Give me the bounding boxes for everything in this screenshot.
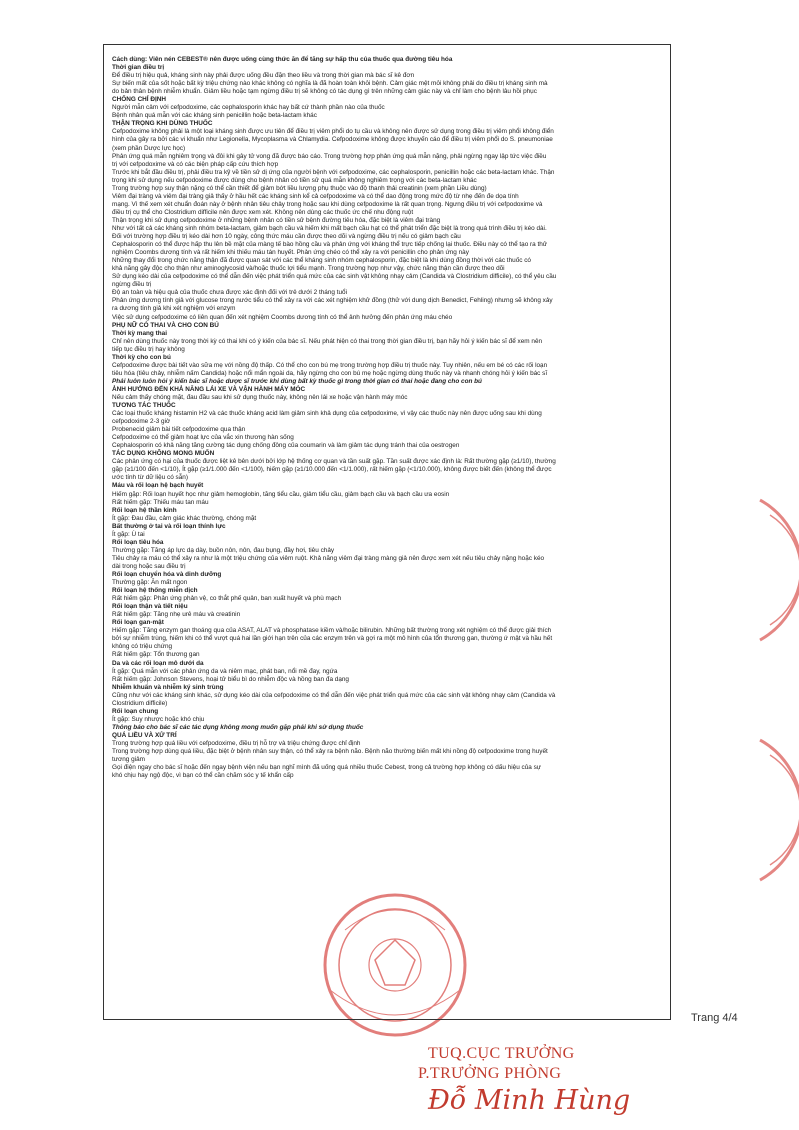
text-line: Hiếm gặp: Rối loạn huyết học như giảm hemoglobin, tăng tiểu cầu, giảm tiểu cầu, giảm bạch cầu và bạch cầu ưa eosin bbox=[112, 490, 450, 498]
text-line: nghiệm Coombs dương tính và rất hiếm khi thiếu máu tán huyết. Phản ứng chéo có thể xảy ra với penicillin cho phản ứng này bbox=[112, 249, 469, 257]
text-line: Rất hiếm gặp: Thiếu máu tan máu bbox=[112, 498, 209, 506]
text-line: Nếu cảm thấy chóng mặt, đau đầu sau khi sử dụng thuốc này, không nên lái xe hoặc vận hành máy móc bbox=[112, 393, 408, 401]
text-line: Chỉ nên dùng thuốc này trong thời kỳ có thai khi có ý kiến của bác sĩ. Nếu phát hiện có thai trong thời gian điều trị, bạn hãy hỏi ý kiến bác sĩ để xem nên bbox=[112, 337, 543, 345]
text-line: khả năng gây độc cho thận như aminoglycosid và/hoặc thuốc lợi tiểu mạnh. Trong trường hợp như vậy, chức năng thận cần được theo dõi bbox=[112, 265, 505, 273]
text-line: Rất hiếm gặp: Phản ứng phản vệ, co thắt phế quản, ban xuất huyết và phù mạch bbox=[112, 595, 342, 603]
text-line: Hiếm gặp: Tăng enzym gan thoáng qua của ASAT, ALAT và phosphatase kiềm và/hoặc bilirubin. Những bất thường trong xét nghiệm có thể được giải thích bbox=[112, 627, 552, 635]
signature-title-line2: P.TRƯỞNG PHÒNG bbox=[418, 1065, 562, 1082]
section-heading: Nhiễm khuẩn và nhiễm ký sinh trùng bbox=[112, 683, 224, 691]
text-line: Đối với trường hợp điều trị kéo dài hơn 10 ngày, công thức máu cần được theo dõi và ngừng điều trị nếu có giảm bạch cầu bbox=[112, 233, 461, 241]
text-line: gặp (≥1/100 đến <1/10), Ít gặp (≥1/1.000 đến <1/100), hiếm gặp (≥1/10.000 đến <1/1.000), rất hiếm gặp (<1/10.000), không được biết đến (không thể được bbox=[112, 466, 552, 474]
text-line: Ít gặp: Quá mẫn với các phản ứng da và niêm mạc, phát ban, nổi mề đay, ngứa bbox=[112, 667, 338, 675]
section-heading: TƯƠNG TÁC THUỐC bbox=[112, 402, 176, 410]
section-heading: Rối loạn chuyển hóa và dinh dưỡng bbox=[112, 571, 222, 578]
text-line: Các phản ứng có hại của thuốc được liệt kê bên dưới bởi lớp hệ thống cơ quan và tần suất gặp. Tần suất được xác định là: Rất thường gặp (≥1/10), thường bbox=[112, 458, 556, 466]
text-line: Thường gặp: Tăng áp lực dạ dày, buồn nôn, nôn, đau bụng, đầy hơi, tiêu chảy bbox=[112, 546, 335, 554]
section-heading: CHỐNG CHỈ ĐỊNH bbox=[112, 96, 166, 104]
section-heading: ẢNH HƯỞNG ĐẾN KHẢ NĂNG LÁI XE VÀ VẬN HÀNH MÁY MÓC bbox=[112, 385, 306, 393]
section-heading: PHỤ NỮ CÓ THAI VÀ CHO CON BÚ bbox=[112, 321, 219, 329]
text-line: Rất hiếm gặp: Tổn thương gan bbox=[112, 651, 200, 659]
text-line: Cũng như với các kháng sinh khác, sử dụng kéo dài của cefpodoxime có thể dẫn đến việc phát triển quá mức của các sinh vật không nhạy cảm (Candida và bbox=[112, 691, 556, 699]
text-line: Như với tất cả các kháng sinh nhóm beta-lactam, giảm bạch cầu và hiếm khi mất bạch cầu hạt có thể phát triển đặc biệt là trong quá trình điều trị kéo dài. bbox=[112, 224, 547, 232]
text-line: Độ an toàn và hiệu quả của thuốc chưa được xác định đối với trẻ dưới 2 tháng tuổi bbox=[112, 289, 348, 297]
text-line: ước tính từ dữ liệu có sẵn) bbox=[112, 474, 188, 482]
text-line: dài trong hoặc sau điều trị bbox=[112, 562, 186, 570]
text-line: Các loại thuốc kháng histamin H2 và các thuốc kháng acid làm giảm sinh khả dụng của cefpodoxime, vì vậy các thuốc này nên được uống sau khi dùng bbox=[112, 410, 542, 418]
section-heading: Thời gian điều trị bbox=[112, 64, 165, 72]
text-line: Cephalosporin có thể được hấp thu lên bề mặt của màng tế bào hồng cầu và phản ứng với kháng thể trực tiếp chống lại thuốc. Điều này có thể tạo ra thử bbox=[112, 241, 548, 249]
text-line: Việc sử dụng cefpodoxime có liên quan đến xét nghiệm Coombs dương tính có thể ảnh hưởng đến phản ứng máu chéo bbox=[112, 313, 453, 321]
text-line: Trong trường hợp suy thận nặng có thể cần thiết để giảm bớt liều lượng phụ thuộc vào độ thanh thải creatinin (xem phần Liều dùng) bbox=[112, 184, 487, 192]
text-line: Gọi điện ngay cho bác sĩ hoặc đến ngay bệnh viện nếu bạn nghĩ mình đã uống quá nhiều thuốc Cebest, trong cả trường hợp không có dấu hiệu của sự bbox=[112, 764, 542, 772]
text-line: Những thay đổi trong chức năng thận đã được quan sát với các thể kháng sinh nhóm cephalosporin, đặc biệt là khi dùng đồng thời với các thuốc có bbox=[112, 257, 531, 265]
text-line: Cefpodoxime có thể giảm hoạt lực của vắc xin thương hàn sống bbox=[112, 434, 294, 442]
section-heading: Thời kỳ mang thai bbox=[112, 329, 167, 337]
text-line: khó chịu hay ngộ độc, vì bạn có thể cần chăm sóc y tế khẩn cấp bbox=[112, 772, 294, 780]
text-line: Sự biến mất của sốt hoặc bất kỳ triệu chứng nào khác không có nghĩa là đã hoàn toàn khỏi bệnh. Cảm giác mệt mỏi không phải do điều trị kháng sinh mà bbox=[112, 80, 548, 88]
section-heading: Cách dùng: Viên nén CEBEST® nên được uống cùng thức ăn để tăng sự hấp thu của thuốc qua đường tiêu hóa bbox=[112, 56, 453, 63]
section-heading: Thông báo cho bác sĩ các tác dụng không mong muốn gặp phải khi sử dụng thuốc bbox=[112, 723, 364, 731]
text-line: trọng khi sử dụng nếu cefpodoxime được dùng cho bệnh nhân có tiền sử quá mẫn không nghiêm trọng với các beta-lactam khác bbox=[112, 176, 477, 184]
section-heading: Rối loạn hệ thống miễn dịch bbox=[112, 587, 198, 595]
text-line: ra dương tính giả khi xét nghiệm với enzym bbox=[112, 305, 236, 313]
text-line: ngừng điều trị bbox=[112, 281, 152, 289]
text-line: trị với cefpodoxime và có các biện pháp cấp cứu thích hợp bbox=[112, 160, 279, 168]
text-line: Clostridium difficile) bbox=[112, 699, 168, 707]
text-line: Trước khi bắt đầu điều trị, phải điều tra kỹ về tiền sử dị ứng của người bệnh với cefpodoxime, các cephalosporin, penicillin hoặc các beta-lactam khác. Thận bbox=[112, 168, 555, 176]
signature-title-line1: TUQ.CỤC TRƯỞNG bbox=[428, 1045, 575, 1062]
text-line: tiếp tục điều trị hay không bbox=[112, 345, 185, 353]
text-line: Phản ứng quá mẫn nghiêm trọng và đôi khi gây tử vong đã được báo cáo. Trong trường hợp phản ứng quá mẫn nặng, phải ngừng ngay lập tức việc điều bbox=[112, 152, 547, 160]
text-line: Thận trọng khi sử dụng cefpodoxime ở những bệnh nhân có tiền sử bệnh đường tiêu hóa, đặc biệt là viêm đại tràng bbox=[112, 216, 441, 224]
text-line: (xem phần Dược lực học) bbox=[112, 144, 186, 152]
text-line: Ít gặp: Ù tai bbox=[112, 530, 145, 538]
section-heading: Máu và rối loạn hệ bạch huyết bbox=[112, 482, 204, 490]
section-heading: QUÁ LIỀU VÀ XỬ TRÍ bbox=[112, 731, 177, 739]
section-heading: Rối loạn gan-mật bbox=[112, 619, 164, 627]
text-line: Cephalosporin có khả năng tăng cường tác dụng chống đông của coumarin và làm giảm tác dụng tránh thai của oestrogen bbox=[112, 442, 460, 450]
text-line: Probenecid giảm bài tiết cefpodoxime qua thận bbox=[112, 426, 246, 434]
text-line: Trong trường hợp quá liều với cefpodoxime, điều trị hỗ trợ và triệu chứng được chỉ định bbox=[112, 739, 361, 747]
section-heading: Rối loạn tiêu hóa bbox=[112, 538, 164, 546]
text-line: mạng. Vì thế xem xét chuẩn đoán này ở bệnh nhân tiêu chảy trong hoặc sau khi dùng cefpodoxime là rất quan trọng. Ngưng điều trị với cefpodoxime và bbox=[112, 200, 543, 208]
right-edge-seal-top bbox=[760, 500, 799, 640]
right-edge-seal-bottom bbox=[760, 740, 799, 880]
text-line: Rất hiếm gặp: Johnson Stevens, hoại tử biểu bì do nhiễm độc và hồng ban đa dạng bbox=[112, 675, 349, 683]
text-line: do bản thân bệnh nhiễm khuẩn. Giảm liều hoặc tạm ngừng điều trị sẽ không có tác dụng gì trên những cảm giác này và chỉ làm cho bệnh lâu hồi phục bbox=[112, 88, 537, 96]
section-heading: THẬN TRỌNG KHI DÙNG THUỐC bbox=[112, 120, 213, 128]
text-line: Ít gặp: Suy nhược hoặc khó chịu bbox=[112, 715, 205, 723]
section-heading: Bất thường ở tai và rối loạn thính lực bbox=[112, 522, 226, 530]
text-line: tiêu hóa (tiêu chảy, nhiễm nấm Candida) hoặc nổi mẩn ngoài da, hãy ngừng cho con bú mẹ hoặc ngừng dùng thuốc này và nhanh chóng hỏi ý kiến bác sĩ bbox=[112, 369, 548, 377]
section-heading: Thời kỳ cho con bú bbox=[112, 353, 171, 361]
text-line: điều trị cụ thể cho Clostridium difficile nên được xem xét. Không nên dùng các thuốc ức chế nhu động ruột bbox=[112, 208, 414, 216]
text-line: Cefpodoxime không phải là một loại kháng sinh được ưu tiên để điều trị viêm phổi do tụ cầu và không nên được sử dụng trong điều trị viêm phổi không điển bbox=[112, 128, 554, 136]
text-line: Thường gặp: Ăn mất ngon bbox=[112, 579, 188, 587]
section-heading: Rối loạn chung bbox=[112, 707, 159, 715]
text-line: Ít gặp: Đau đầu, cảm giác khác thường, chóng mặt bbox=[112, 514, 257, 522]
text-line: Cefpodoxime được bài tiết vào sữa mẹ với nồng độ thấp. Có thể cho con bú mẹ trong trường hợp điều trị thuốc này. Tuy nhiên, nếu em bé có các rối loạn bbox=[112, 361, 548, 369]
page-number: Trang 4/4 bbox=[691, 1012, 738, 1024]
text-line: Sử dụng kéo dài của cefpodoxime có thể dẫn đến việc phát triển quá mức của các sinh vật không nhạy cảm (Candida và Clostridium difficile), có thể yêu cầu bbox=[112, 273, 557, 281]
text-line: cefpodoxime 2-3 giờ bbox=[112, 418, 171, 426]
section-heading: TÁC DỤNG KHÔNG MONG MUỐN bbox=[112, 450, 215, 458]
text-line: Phản ứng dương tính giả với glucose trong nước tiểu có thể xảy ra với các xét nghiệm khử đồng (thử với dung dịch Benedict, Fehling) nhưng sẽ không xảy bbox=[112, 297, 553, 305]
text-line: Người mẫn cảm với cefpodoxime, các cephalosporin khác hay bất cứ thành phần nào của thuốc bbox=[112, 104, 385, 112]
section-heading: Phải luôn luôn hỏi ý kiến bác sĩ hoặc dược sĩ trước khi dùng bất kỳ thuốc gì trong thời gian có thai hoặc đang cho con bú bbox=[112, 377, 482, 385]
text-line: Viêm đại tràng và viêm đại tràng giả thấy ở hầu hết các kháng sinh kể cả cefpodoxime và có thể dao động trong mức độ từ nhẹ đến đe dọa tính bbox=[112, 192, 519, 200]
text-line: Tiêu chảy ra máu có thể xảy ra như là một triệu chứng của viêm ruột. Khả năng viêm đại tràng màng giả nên được xem xét nếu tiêu chảy nặng hoặc kéo bbox=[112, 554, 545, 562]
text-line: Trong trường hợp dùng quá liều, đặc biệt ở bệnh nhân suy thận, có thể xảy ra bệnh não. Bệnh não thường biến mất khi nồng độ cefpodoxime trong huyết bbox=[112, 748, 548, 756]
text-line: Bệnh nhân quá mẫn với các kháng sinh penicillin hoặc beta-lactam khác bbox=[112, 112, 317, 120]
section-heading: Da và các rối loạn mô dưới da bbox=[112, 659, 204, 667]
document-body bbox=[112, 56, 667, 780]
signature-name: Đỗ Minh Hùng bbox=[428, 1085, 631, 1116]
text-line: Để điều trị hiệu quả, kháng sinh này phải được uống đều đặn theo liều và trong thời gian mà bác sĩ kê đơn bbox=[112, 72, 415, 80]
text-line: bởi sự nhiễm trùng, hiếm khi có thể vượt quá hai lần giới hạn trên của các enzym trên và gợi ra một mô hình của tổn thương gan, thường ứ mật và hầu hết bbox=[112, 635, 553, 643]
text-line: tương giảm bbox=[112, 756, 145, 764]
text-line: Rất hiếm gặp: Tăng nhẹ urê máu và creatinin bbox=[112, 611, 241, 619]
text-line: hình của gây ra bởi các vi khuẩn như Legionella, Mycoplasma và Chlamydia. Cefpodoxime không được khuyến cáo để điều trị viêm phổi do S. pneumoniae bbox=[112, 136, 553, 144]
signature-block bbox=[418, 1044, 630, 1118]
section-heading: Rối loạn thận và tiết niệu bbox=[112, 603, 188, 611]
text-line: không có triệu chứng bbox=[112, 643, 173, 651]
section-heading: Rối loạn hệ thần kinh bbox=[112, 506, 177, 514]
